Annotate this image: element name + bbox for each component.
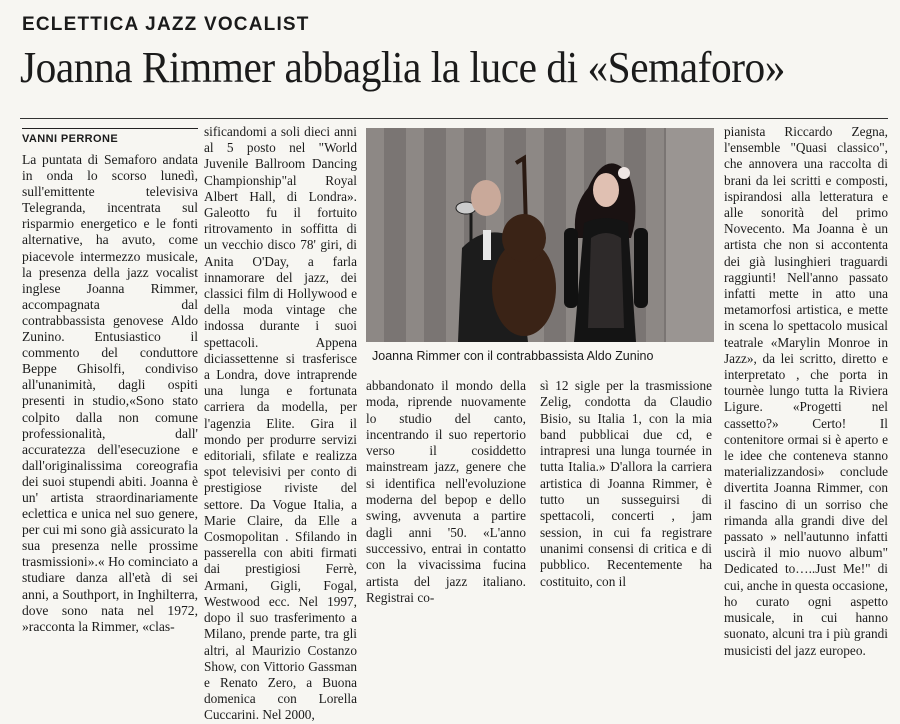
article-column-1 [22,152,198,634]
headline-rule [20,118,888,119]
column-3-text: abbandonato il mondo della moda, riprende nuovamente lo studio del canto, incentrando il suo repertorio verso il cosiddetto mainstream jazz, genere che si identifica nell'evoluzione moderna del bepop e dello swing, avvenuta a partire dagli anni '50. «L'anno successivo, entrai in contatto con la vivacissima fucina artista del jazz italiano. Registrai co- [366,378,526,605]
column-2-text: sificandomi a soli dieci anni al 5 posto nel "World Juvenile Ballroom Dancing Championship"al Royal Albert Hall, di Londra». Galeotto fu il fortuito ritrovamento in soffitta di un vecchio disco 78' giri, di Anita O'Day, a farla innamorare del jazz, dei classici film di Hollywood e della moda vintage che indossa durante i suoi spettacoli. Appena diciassettenne si trasferisce a Londra, dove intraprende una lunga e fortunata carriera da modella, per l'agenzia Elite. Gira il mondo per produrre servizi editoriali, sfilate e realizza spot televisivi per conto di prestigiose riviste del settore. Da Vogue Italia, a Marie Claire, da Elle a Cosmopolitan . Sfilando in passerella con abiti firmati dai prestigiosi Ferrè, Armani, Gigli, Fogal, Westwood ecc. Nel 1997, dopo il suo trasferimento a Milano, prende parte, tra gli altri, al Maurizio Costanzo Show, con Vittorio Gassman e Renato Zero, a Buona domenica con Lorella Cuccarini. Nel 2000, [204,124,357,723]
article-photo [366,128,714,342]
column-4-text: sì 12 sigle per la trasmissione Zelig, condotta da Claudio Bisio, su Italia 1, con la mia band pubblicai due cd, e intrapresi una lunga tournée in tutta Italia.» D'allora la carriera artistica di Joanna Rimmer, è tutto un susseguirsi di spettacoli, concerti , jam session, in cui fa registrare unanimi consensi di critica e di pubblico. Recentemente ha costituito, con il [540,378,712,589]
column-1-text: La puntata di Semaforo andata in onda lo scorso lunedì, sull'emittente televisiva Telegranda, incentrata sul risparmio energetico e le fonti alternative, ha avuto, come piacevole intermezzo musicale, la presenza della jazz vocalist inglese Joanna Rimmer, accompagnata dal contrabbassista genovese Aldo Zunino. Entusiastico il commento del conduttore Beppe Ghisolfi, condiviso all'unanimità, dagli ospiti presenti in studio,«Sono stato colpito dalla non comune professionalità, dall' accuratezza dell'esecuzione e dall'originalissima coreografia dei suoi stupendi abiti. Joanna è un' artista straordinariamente eclettica e unica nel suo genere, per cui mi sono già assicurato la sua presenza nelle prossime trasmissioni».« Ho cominciato a studiare danza all'età di sei anni, a Southport, in Inghilterra, dove sono nata nel 1972, »racconta la Rimmer, «clas- [22,152,198,634]
column-5-text: pianista Riccardo Zegna, l'ensemble "Quasi classico", che annovera una raccolta di brani da lei scritti e composti, ispirandosi alla letteratura e alle sonorità del primo Novecento. Ma Joanna è un artista che non si accontenta dei già lusinghieri traguardi raggiunti! Nell'anno passato infatti mette in atto una metamorfosi artistica, e mette in scena lo spettacolo musical teatrale «Marylin Monroe in Jazz», da lei scritto, diretto e interpretato , che porta in tournèe lungo tutta la Riviera Ligure. «Progetti nel cassetto?» Certo! Il contenitore ormai si è aperto e le idee che conteneva stanno materializzandosi» conclude divertita Joanna Rimmer, con il fascino di un sorriso che rimanda alla grandi dive del passato » nell'autunno infatti uscirà il mio nuovo album" Dedicated to…..Just Me!" di cui, anche in questa occasione, ho curato ogni aspetto musicale, in cui hanno suonato, alcuni tra i più grandi musicisti del jazz europeo. [724,124,888,658]
article-column-4 [540,378,712,613]
kicker: ECLETTICA JAZZ VOCALIST [22,14,310,35]
headline: Joanna Rimmer abbaglia la luce di «Semaforo» [20,43,785,92]
byline-rule [22,128,198,129]
article-column-2 [204,124,357,723]
byline: VANNI PERRONE [22,133,119,145]
article-column-3 [366,378,526,613]
article-column-5 [724,124,888,658]
photo-caption: Joanna Rimmer con il contrabbassista Aldo Zunino [372,349,654,363]
photo-performers-icon [366,128,714,342]
